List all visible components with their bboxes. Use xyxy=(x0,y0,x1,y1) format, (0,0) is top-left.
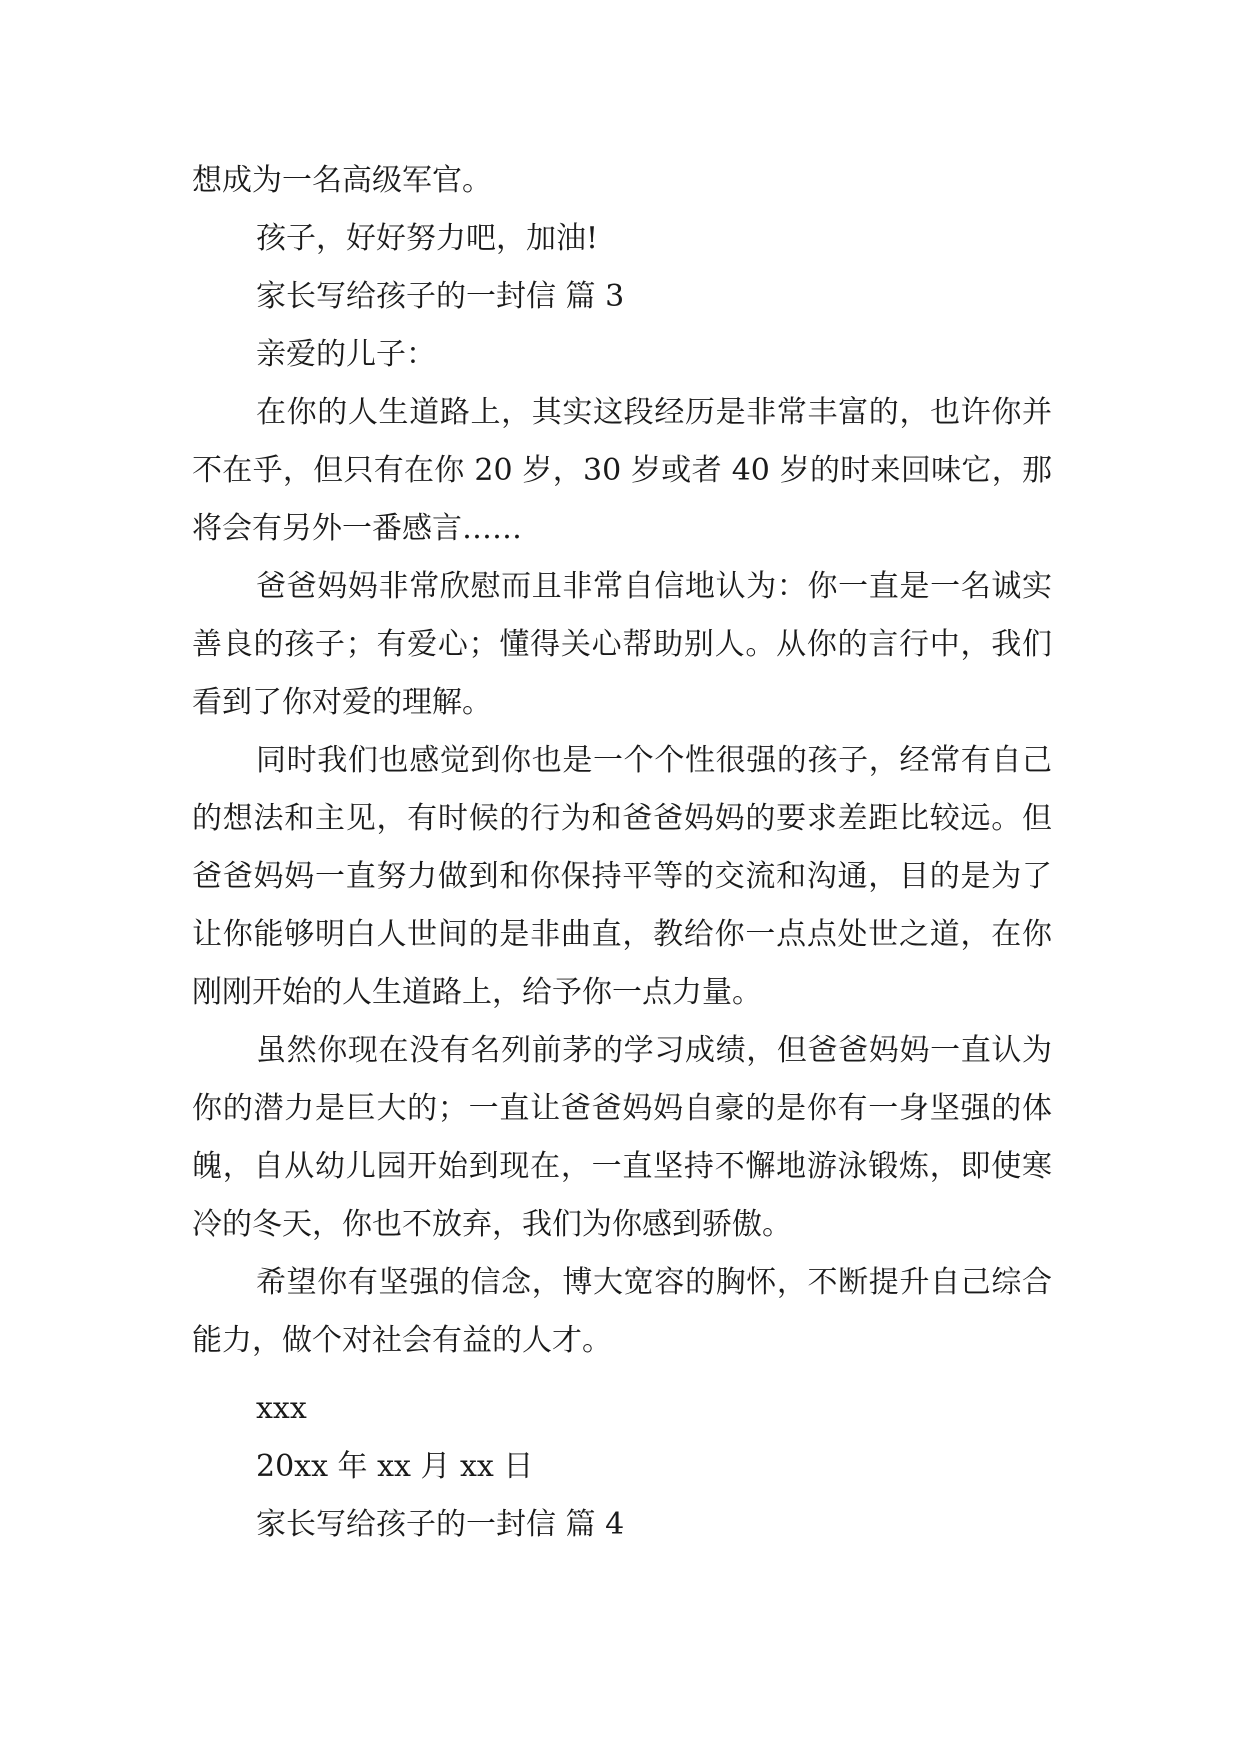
paragraph-life-path: 在你的人生道路上，其实这段经历是非常丰富的，也许你并不在乎，但只有在你 20 岁，30 岁或者 40 岁的时来回味它，那将会有另外一番感言…… xyxy=(192,395,1052,546)
letter-body xyxy=(192,152,1052,1554)
signature: xxx xyxy=(256,1391,307,1426)
section-heading-3: 家长写给孩子的一封信 篇 3 xyxy=(256,279,625,314)
section-heading-4: 家长写给孩子的一封信 篇 4 xyxy=(256,1507,625,1542)
paragraph-potential: 虽然你现在没有名列前茅的学习成绩，但爸爸妈妈一直认为你的潜力是巨大的；一直让爸爸妈妈自豪的是你有一身坚强的体魄，自从幼儿园开始到现在，一直坚持不懈地游泳锻炼，即使寒冷的冬天，你也不放弃，我们为你感到骄傲。 xyxy=(192,1033,1052,1242)
salutation: 亲爱的儿子： xyxy=(256,337,436,372)
paragraph-personality: 同时我们也感觉到你也是一个个性很强的孩子，经常有自己的想法和主见，有时候的行为和爸爸妈妈的要求差距比较远。但爸爸妈妈一直努力做到和你保持平等的交流和沟通，目的是为了让你能够明白人世间的是非曲直，教给你一点点处世之道，在你刚刚开始的人生道路上，给予你一点力量。 xyxy=(192,743,1052,1010)
paragraph-continuation: 想成为一名高级军官。 xyxy=(192,163,492,198)
paragraph-hope: 希望你有坚强的信念，博大宽容的胸怀，不断提升自己综合能力，做个对社会有益的人才。 xyxy=(192,1265,1052,1358)
paragraph-encouragement: 孩子，好好努力吧，加油! xyxy=(256,221,599,256)
spacer xyxy=(192,1370,1052,1380)
date-line: 20xx 年 xx 月 xx 日 xyxy=(256,1449,534,1484)
paragraph-honest-kind: 爸爸妈妈非常欣慰而且非常自信地认为：你一直是一名诚实善良的孩子；有爱心；懂得关心帮助别人。从你的言行中，我们看到了你对爱的理解。 xyxy=(192,569,1052,720)
